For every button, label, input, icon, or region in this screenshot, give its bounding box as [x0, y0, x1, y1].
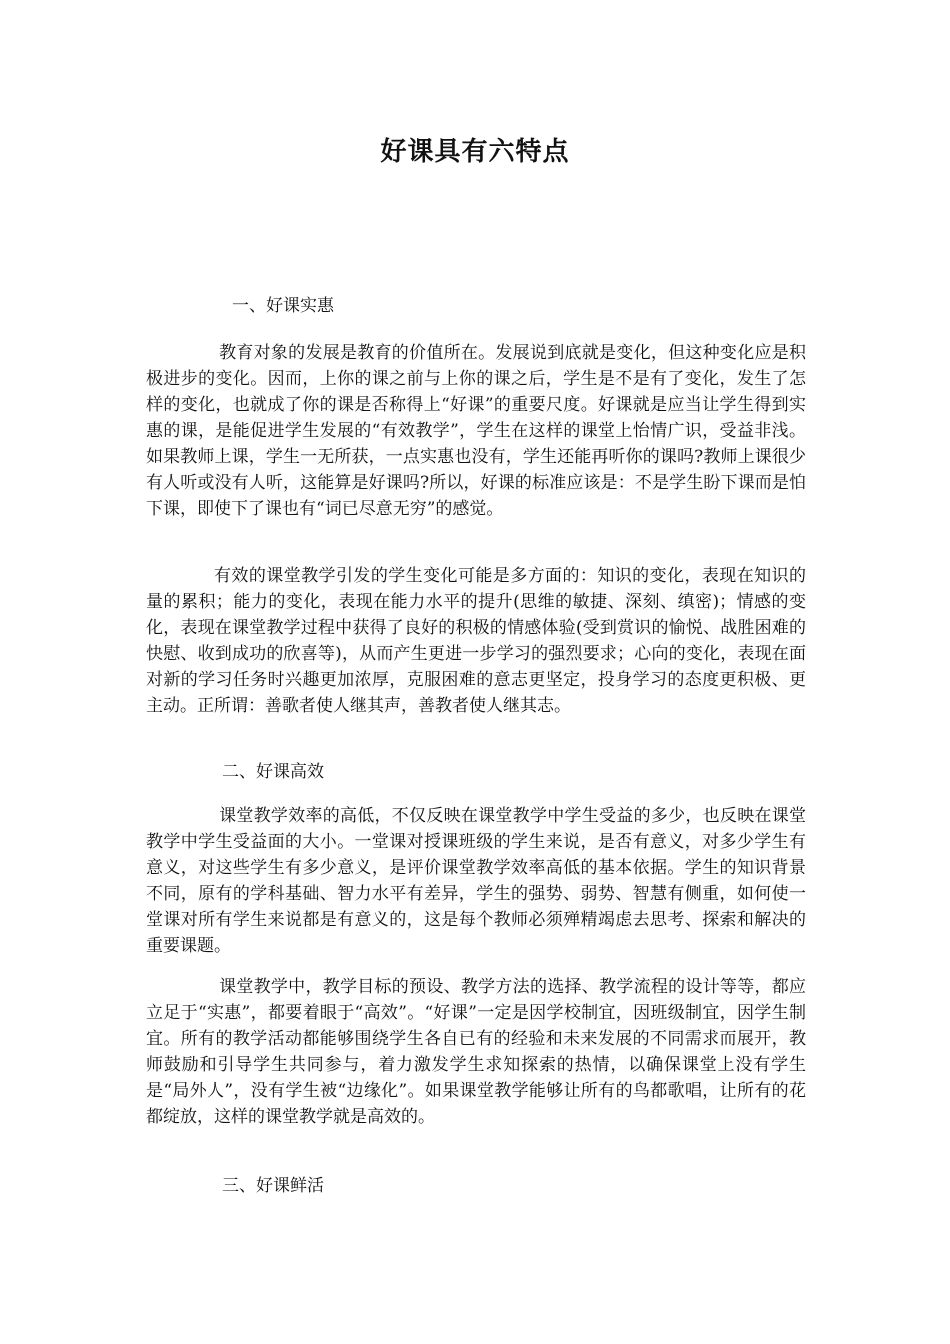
paragraph-4: 课堂教学中，教学目标的预设、教学方法的选择、教学流程的设计等等，都应立足于“实惠”，都要着眼于“高效”。“好课”一定是因学校制宜，因班级制宜，因学生制宜。所有的教学活动都能够围绕学生各自已有的经验和未来发展的不同需求而展开，教师鼓励和引导学生共同参与，着力激发学生求知探索的热情，以确保课堂上没有学生是“局外人”，没有学生被“边缘化”。如果课堂教学能够让所有的鸟都歌唱，让所有的花都绽放，这样的课堂教学就是高效的。	[146, 977, 806, 1127]
section-heading-2: 二、好课高效	[222, 762, 324, 782]
section-heading-3: 三、好课鲜活	[222, 1176, 324, 1196]
section-heading-1: 一、好课实惠	[232, 296, 334, 316]
paragraph-1: 教育对象的发展是教育的价值所在。发展说到底就是变化，但这种变化应是积极进步的变化。因而，上你的课之前与上你的课之后，学生是不是有了变化，发生了怎样的变化，也就成了你的课是否称得上“好课”的重要尺度。好课就是应当让学生得到实惠的课，是能促进学生发展的“有效教学”，学生在这样的课堂上怡情广识，受益非浅。如果教师上课，学生一无所获，一点实惠也没有，学生还能再听你的课吗?教师上课很少有人听或没有人听，这能算是好课吗?所以，好课的标准应该是：不是学生盼下课而是怕下课，即使下了课也有“词已尽意无穷”的感觉。	[146, 343, 806, 519]
document-title: 好课具有六特点	[380, 137, 570, 167]
paragraph-2: 有效的课堂教学引发的学生变化可能是多方面的：知识的变化，表现在知识的量的累积；能力的变化，表现在能力水平的提升(思维的敏捷、深刻、缜密)；情感的变化，表现在课堂教学过程中获得了良好的积极的情感体验(受到赏识的愉悦、战胜困难的快慰、收到成功的欣喜等)，从而产生更进一步学习的强烈要求；心向的变化，表现在面对新的学习任务时兴趣更加浓厚，克服困难的意志更坚定，投身学习的态度更积极、更主动。正所谓：善歌者使人继其声，善教者使人继其志。	[146, 566, 806, 716]
paragraph-3: 课堂教学效率的高低，不仅反映在课堂教学中学生受益的多少，也反映在课堂教学中学生受益面的大小。一堂课对授课班级的学生来说，是否有意义，对多少学生有意义，对这些学生有多少意义，是评价课堂教学效率高低的基本依据。学生的知识背景不同，原有的学科基础、智力水平有差异，学生的强势、弱势、智慧有侧重，如何使一堂课对所有学生来说都是有意义的，这是每个教师必须殚精竭虑去思考、探索和解决的重要课题。	[146, 806, 806, 956]
